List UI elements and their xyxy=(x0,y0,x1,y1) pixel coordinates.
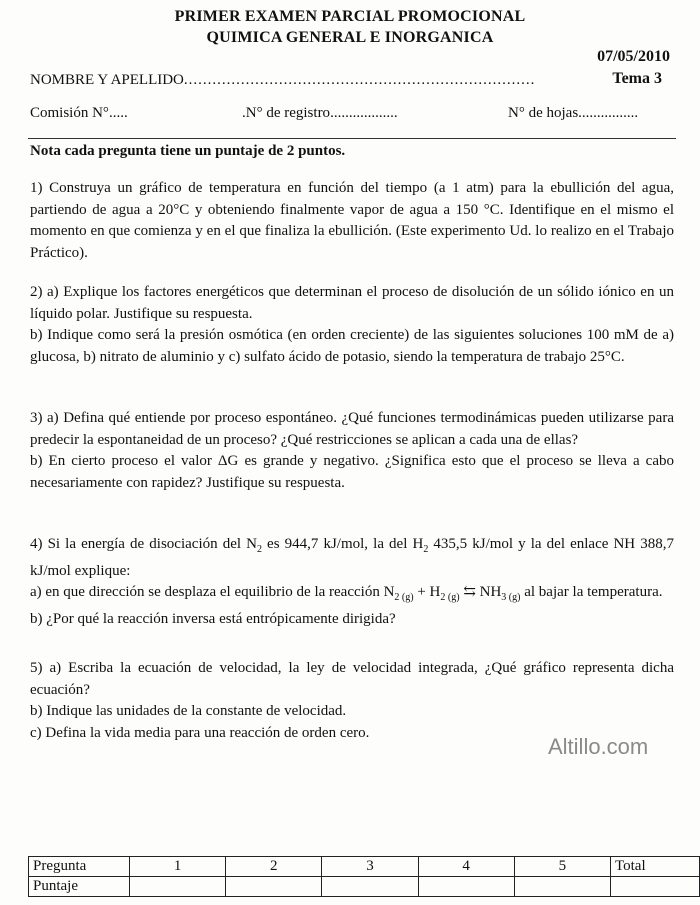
question-2b-text: b) Indique como será la presión osmótica (en orden creciente) de las siguientes soluciones 100 mM de a) glucosa, b) nitrato de aluminio y c) sulfato ácido de potasio, siendo la temperatura de trabajo 25°C. xyxy=(30,327,674,365)
header-divider xyxy=(28,138,676,139)
table-cell: 4 xyxy=(418,857,514,877)
question-5b-text: b) Indique las unidades de la constante de velocidad. xyxy=(30,703,347,719)
hojas-field xyxy=(508,105,638,122)
nombre-dots: .......................................................................... xyxy=(183,72,536,88)
question-1 xyxy=(30,178,674,264)
table-cell[interactable] xyxy=(322,877,418,897)
exam-title: PRIMER EXAMEN PARCIAL PROMOCIONAL xyxy=(174,8,526,25)
q4a-sub-nh3g: 3 (g) xyxy=(501,592,521,603)
exam-tema: Tema 3 xyxy=(612,70,662,87)
question-4b-text: b) ¿Por qué la reacción inversa está entrópicamente dirigida? xyxy=(30,610,396,627)
table-cell[interactable] xyxy=(418,877,514,897)
q4a-sub-n2g: 2 (g) xyxy=(394,592,414,603)
course-title: QUIMICA GENERAL E INORGANICA xyxy=(206,29,494,46)
q4-part2: es 944,7 kJ/mol, la del H xyxy=(261,536,424,552)
table-row xyxy=(29,877,700,897)
registro-field xyxy=(242,105,398,122)
q4a-part2: + H xyxy=(413,584,441,600)
question-5 xyxy=(30,658,674,744)
question-3 xyxy=(30,408,674,494)
question-1-text: 1) Construya un gráfico de temperatura en función del tiempo (a 1 atm) para la ebullición del agua, partiendo de agua a 20°C y obteniendo finalmente vapor de agua a 150 °C. Identifique en el mismo el momento en que comienza y en el que finaliza la ebullición. (Este experimento Ud. lo realizo en el Trabajo Práctico). xyxy=(30,180,674,261)
table-cell[interactable] xyxy=(226,877,322,897)
q4-part1: 4) Si la energía de disociación del N xyxy=(30,536,257,552)
question-5c-text: c) Defina la vida media para una reacción de orden cero. xyxy=(30,724,370,741)
exam-date: 07/05/2010 xyxy=(597,48,670,65)
score-table xyxy=(28,856,700,897)
table-cell: 5 xyxy=(514,857,610,877)
question-2a-text: 2) a) Explique los factores energéticos que determinan el proceso de disolución de un sólido iónico en un líquido polar. Justifique su respuesta. xyxy=(30,284,674,322)
q4a-sub-h2g: 2 (g) xyxy=(440,592,460,603)
table-row xyxy=(29,857,700,877)
table-cell[interactable] xyxy=(130,877,226,897)
table-cell: 1 xyxy=(130,857,226,877)
registro-label: .N° de registro xyxy=(242,105,331,121)
q4a-part3: ⇆ NH xyxy=(459,584,502,600)
question-3a-text: 3) a) Defina qué entiende por proceso espontáneo. ¿Qué funciones termodinámicas pueden utilizarse para predecir la espontaneidad de un proceso? ¿Qué restricciones se aplican a cada una de ellas? xyxy=(30,410,674,448)
hojas-label: N° de hojas xyxy=(508,105,579,121)
question-4a-text xyxy=(30,582,674,609)
note-text: Nota cada pregunta tiene un puntaje de 2 puntos. xyxy=(30,143,346,159)
table-cell[interactable] xyxy=(514,877,610,897)
hojas-dots: ................ xyxy=(578,105,639,121)
question-4-text xyxy=(30,534,674,582)
q4a-part1: a) en que dirección se desplaza el equilibrio de la reacción N xyxy=(30,584,395,600)
nombre-label: NOMBRE Y APELLIDO xyxy=(30,72,184,88)
table-cell[interactable] xyxy=(611,877,700,897)
nombre-field xyxy=(30,72,535,89)
table-cell: Puntaje xyxy=(29,877,130,897)
q4-part3: 435,5 kJ/mol y la del enlace NH 388,7 kJ/mol explique: xyxy=(30,536,674,579)
table-cell: 2 xyxy=(226,857,322,877)
table-cell: Total xyxy=(611,857,700,877)
question-2 xyxy=(30,282,674,368)
question-3b-text: b) En cierto proceso el valor ΔG es grande y negativo. ¿Significa esto que el proceso se lleva a cabo necesariamente con rapidez? Justifique su respuesta. xyxy=(30,453,674,491)
watermark: Altillo.com xyxy=(548,734,649,759)
table-cell: 3 xyxy=(322,857,418,877)
comision-label: Comisión N° xyxy=(30,105,109,121)
q4a-part4: al bajar la temperatura. xyxy=(520,584,663,600)
table-cell: Pregunta xyxy=(29,857,130,877)
comision-field xyxy=(30,105,128,122)
q4-sub-n2: 2 xyxy=(256,544,262,555)
question-4 xyxy=(30,534,674,630)
comision-dots: ..... xyxy=(108,105,128,121)
q4-sub-h2: 2 xyxy=(423,544,429,555)
registro-dots: .................. xyxy=(330,105,398,121)
question-5a-text: 5) a) Escriba la ecuación de velocidad, la ley de velocidad integrada, ¿Qué gráfico representa dicha ecuación? xyxy=(30,660,674,698)
